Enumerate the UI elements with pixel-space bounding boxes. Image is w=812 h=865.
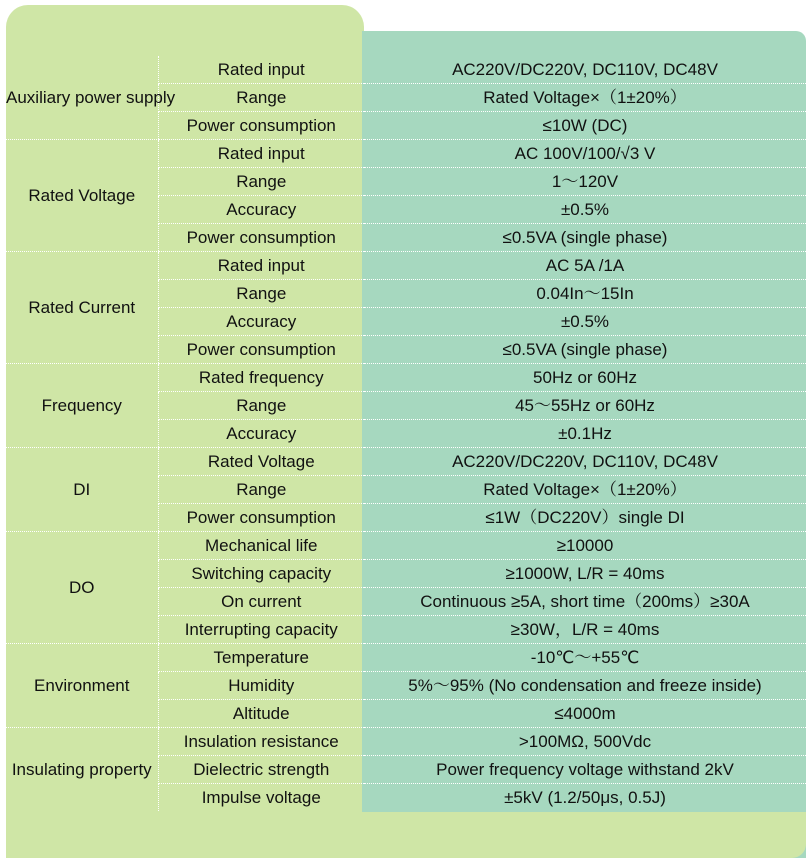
param-label: Humidity — [158, 672, 364, 700]
param-value: Rated Voltage×（1±20%） — [364, 84, 806, 112]
param-label: Mechanical life — [158, 532, 364, 560]
param-label: Altitude — [158, 700, 364, 728]
param-value: ≥30W，L/R = 40ms — [364, 616, 806, 644]
param-label: Switching capacity — [158, 560, 364, 588]
param-label: Power consumption — [158, 112, 364, 140]
category-di: DI — [6, 448, 158, 532]
category-rated-current: Rated Current — [6, 252, 158, 364]
category-do: DO — [6, 532, 158, 644]
param-label: Dielectric strength — [158, 756, 364, 784]
category-auxiliary-power-supply: Auxiliary power supply — [6, 56, 158, 140]
table-row — [6, 644, 806, 672]
category-environment: Environment — [6, 644, 158, 728]
param-value: ±0.1Hz — [364, 420, 806, 448]
table-row — [6, 364, 806, 392]
param-value: AC 5A /1A — [364, 252, 806, 280]
table-row — [6, 448, 806, 476]
param-label: Rated Voltage — [158, 448, 364, 476]
table-row — [6, 56, 806, 84]
param-value: ≤1W（DC220V）single DI — [364, 504, 806, 532]
param-label: Rated input — [158, 140, 364, 168]
param-value: 0.04In～15In — [364, 280, 806, 308]
param-label: Insulation resistance — [158, 728, 364, 756]
param-value: Continuous ≥5A, short time（200ms）≥30A — [364, 588, 806, 616]
param-value: ±0.5% — [364, 308, 806, 336]
param-label: Rated input — [158, 252, 364, 280]
param-value: >100MΩ, 500Vdc — [364, 728, 806, 756]
param-label: Accuracy — [158, 420, 364, 448]
param-label: Accuracy — [158, 196, 364, 224]
table-row — [6, 252, 806, 280]
param-value: Power frequency voltage withstand 2kV — [364, 756, 806, 784]
param-label: Accuracy — [158, 308, 364, 336]
table-row — [6, 532, 806, 560]
param-label: Rated input — [158, 56, 364, 84]
param-value: 5%～95% (No condensation and freeze inside) — [364, 672, 806, 700]
param-value: 50Hz or 60Hz — [364, 364, 806, 392]
param-value: AC 100V/100/√3 V — [364, 140, 806, 168]
table-row — [6, 728, 806, 756]
param-value: AC220V/DC220V, DC110V, DC48V — [364, 448, 806, 476]
table-row — [6, 140, 806, 168]
param-label: Interrupting capacity — [158, 616, 364, 644]
category-rated-voltage: Rated Voltage — [6, 140, 158, 252]
category-insulating-property: Insulating property — [11, 760, 152, 779]
param-value: ≥1000W, L/R = 40ms — [364, 560, 806, 588]
param-label: On current — [158, 588, 364, 616]
param-label: Power consumption — [158, 504, 364, 532]
param-value: ≤10W (DC) — [364, 112, 806, 140]
param-label: Power consumption — [158, 336, 364, 364]
param-label: Power consumption — [158, 224, 364, 252]
param-label: Range — [158, 476, 364, 504]
param-value: ≤0.5VA (single phase) — [364, 336, 806, 364]
param-value: Rated Voltage×（1±20%） — [364, 476, 806, 504]
param-label: Range — [158, 168, 364, 196]
param-label: Range — [158, 84, 364, 112]
category-frequency: Frequency — [6, 364, 158, 448]
param-value: ±5kV (1.2/50μs, 0.5J) — [504, 788, 666, 807]
param-value: 45～55Hz or 60Hz — [364, 392, 806, 420]
specification-table — [6, 56, 806, 811]
param-value: ≤4000m — [364, 700, 806, 728]
param-label: Rated frequency — [158, 364, 364, 392]
param-label: Temperature — [158, 644, 364, 672]
param-value: ≤0.5VA (single phase) — [364, 224, 806, 252]
param-value: -10℃～+55℃ — [364, 644, 806, 672]
bottom-panel-background — [6, 812, 806, 858]
param-value: AC220V/DC220V, DC110V, DC48V — [364, 56, 806, 84]
param-value: ≥10000 — [364, 532, 806, 560]
param-label: Impulse voltage — [158, 784, 364, 812]
param-label: Range — [158, 280, 364, 308]
param-label: Range — [158, 392, 364, 420]
param-value: 1～120V — [364, 168, 806, 196]
param-value: ±0.5% — [364, 196, 806, 224]
